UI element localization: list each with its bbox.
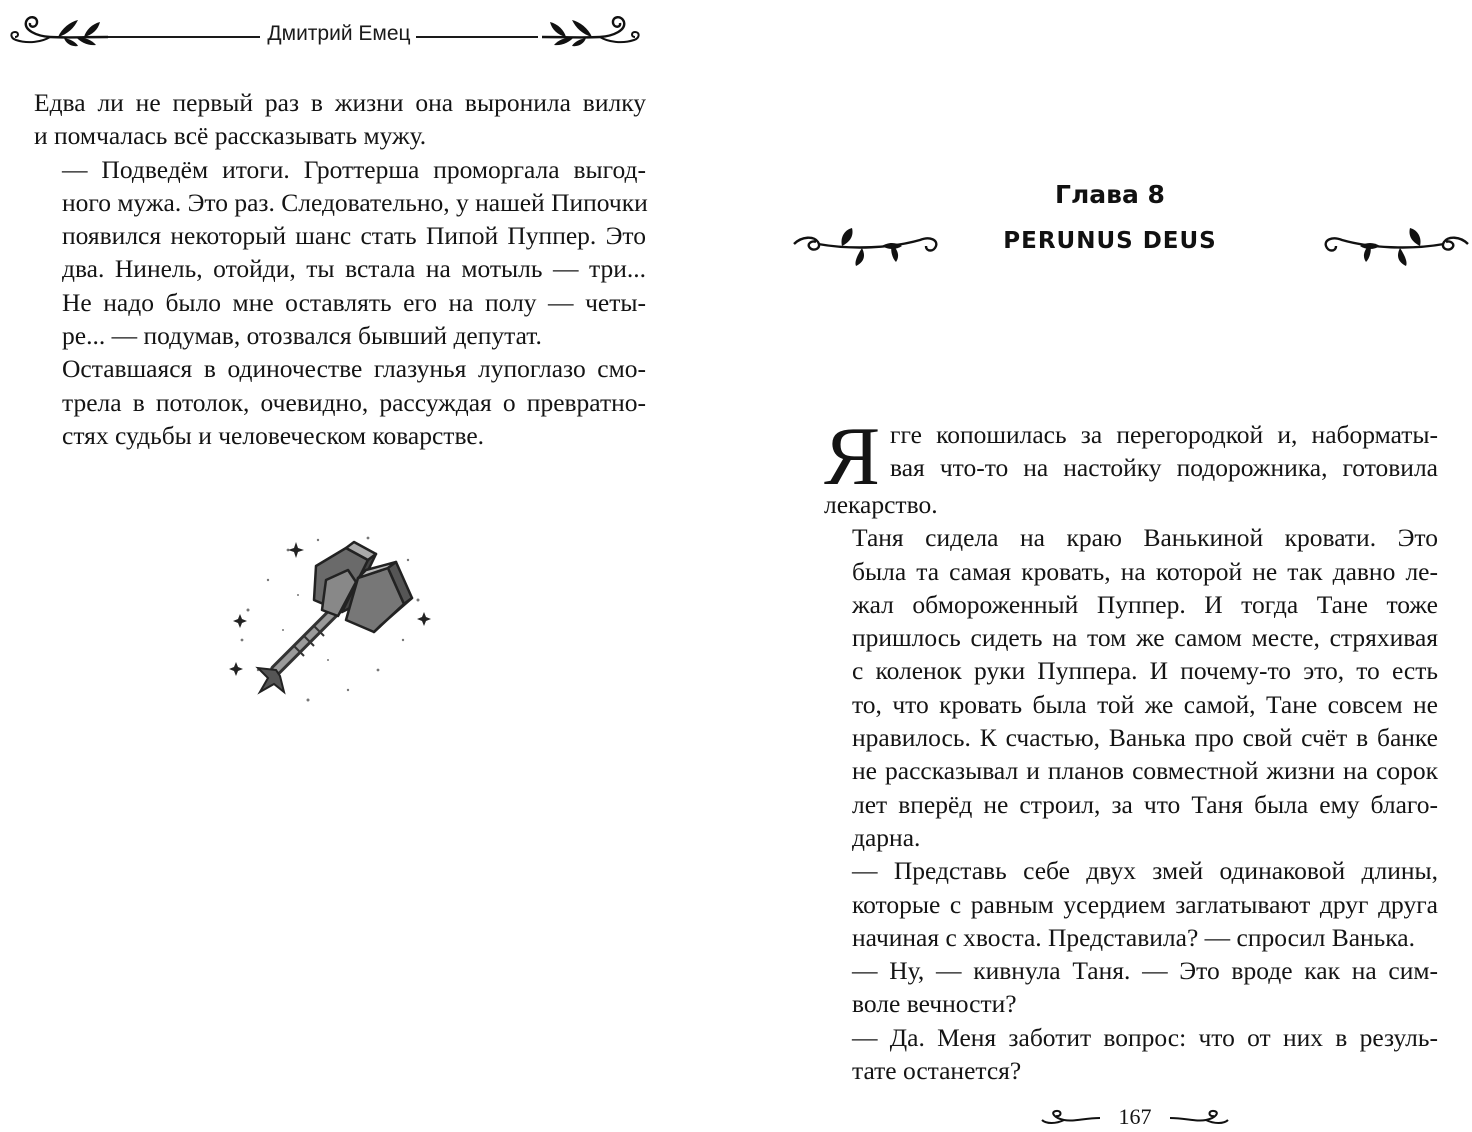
text-line: и помчалась всё рассказывать мужу. xyxy=(34,121,427,151)
text-line: — Ну, — кивнула Таня. — Это вроде как на сим- xyxy=(852,956,1438,986)
text-line: Таня сидела на краю Ванькиной кровати. Это xyxy=(852,523,1438,553)
text-line: воле вечности? xyxy=(852,989,1017,1019)
paragraph xyxy=(34,352,646,452)
page-number: 167 xyxy=(1118,1104,1152,1129)
paragraph xyxy=(824,521,1438,854)
chapter-number: Глава 8 xyxy=(1055,180,1165,209)
paragraph xyxy=(824,954,1438,1021)
chapter-title: PERUNUS DEUS xyxy=(1003,228,1217,254)
opening-paragraph xyxy=(824,410,1438,521)
text-line: лет вперёд не строил, за что Таня была ему благо- xyxy=(852,789,1438,819)
text-line: была та самая кровать, на которой не так давно ле- xyxy=(852,556,1438,586)
paragraph xyxy=(824,1021,1438,1088)
footer-swirl-right-icon xyxy=(1168,1108,1230,1128)
header-vine-ornament-right xyxy=(540,4,644,48)
chapter-vine-ornament-left xyxy=(792,222,942,268)
left-page xyxy=(0,0,700,1128)
text-line: начиная с хвоста. Представила? — спросил Ванька. xyxy=(852,922,1415,952)
text-line: Оставшаяся в одиночестве глазунья лупоглазо смо- xyxy=(62,354,646,384)
header-rule-left xyxy=(108,36,260,38)
text-line: — Да. Меня заботит вопрос: что от них в резуль- xyxy=(852,1022,1438,1052)
text-line: не рассказывал и планов совместной жизни на сорок xyxy=(852,756,1438,786)
running-header-author: Дмитрий Емец xyxy=(267,22,411,45)
text-line: Не надо было мне оставлять его на полу — четы- xyxy=(62,287,646,317)
header-rule-right xyxy=(416,36,538,38)
left-page-body xyxy=(34,86,646,452)
text-line: дарна. xyxy=(852,822,921,852)
text-line: с коленок руки Пуппера. И почему-то это, то есть xyxy=(852,656,1438,686)
text-line: Едва ли не первый раз в жизни она выронила вилку xyxy=(34,88,646,117)
text-line: — Представь себе двух змей одинаковой длины, xyxy=(852,856,1438,886)
right-page-body xyxy=(824,410,1438,1087)
text-line: лекарство. xyxy=(824,490,938,519)
paragraph xyxy=(34,86,646,153)
text-line: — Подведём итоги. Гроттерша проморгала выгод- xyxy=(62,154,646,184)
text-line: то, что кровать была той же самой, Тане совсем не xyxy=(852,689,1438,719)
text-line: тате останется? xyxy=(852,1056,1022,1086)
hammer-illustration xyxy=(228,520,438,720)
text-line: ре... — подумав, отозвался бывший депутат. xyxy=(62,321,542,351)
chapter-vine-ornament-right xyxy=(1320,222,1470,268)
drop-cap: Я xyxy=(824,410,881,503)
text-line: ного мужа. Это раз. Следовательно, у нашей Пипочки xyxy=(62,187,648,217)
header-vine-ornament-left xyxy=(6,4,110,48)
text-line: которые с равным усердием заглатывают друг друга xyxy=(852,889,1438,919)
text-line: вая что-то на настойку подорожника, готовила xyxy=(890,453,1438,483)
text-line: гге копошилась за перегородкой и, наборматы- xyxy=(890,420,1438,449)
text-line: пришлось сидеть на том же самом месте, стряхивая xyxy=(852,623,1438,653)
text-line: появился некоторый шанс стать Пипой Пуппер. Это xyxy=(62,221,646,251)
paragraph xyxy=(34,153,646,353)
text-line: два. Нинель, отойди, ты встала на мотыль — три... xyxy=(62,254,646,284)
text-line: нравилось. К счастью, Ванька про свой счёт в банке xyxy=(852,723,1438,753)
footer-swirl-left-icon xyxy=(1040,1108,1102,1128)
paragraph xyxy=(824,854,1438,954)
text-line: жал обмороженный Пуппер. И тогда Тане тоже xyxy=(852,589,1438,619)
text-line: стях судьбы и человеческом коварстве. xyxy=(62,420,485,450)
text-line: трела в потолок, очевидно, рассуждая о превратно- xyxy=(62,387,646,417)
right-page xyxy=(740,0,1472,1128)
